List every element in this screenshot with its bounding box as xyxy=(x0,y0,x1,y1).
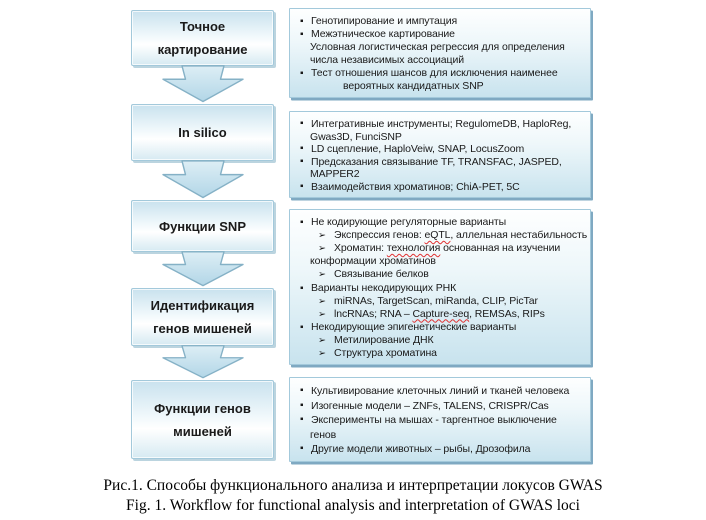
detail-line-text xyxy=(334,242,560,255)
detail-panel-fine-mapping-details xyxy=(289,8,591,98)
square-bullet-icon: ▪ xyxy=(300,143,304,154)
detail-line-text xyxy=(310,428,336,443)
text-segment: , аллельная нестабильность xyxy=(450,229,588,242)
stage-label: Идентификация генов мишеней xyxy=(150,298,255,336)
detail-line xyxy=(290,255,587,268)
detail-line-text xyxy=(334,308,545,321)
detail-line xyxy=(290,156,587,169)
text-segment: Эксперименты на мышах - таргентное выключение xyxy=(311,414,557,427)
text-segment: конформации хроматинов xyxy=(310,255,436,268)
text-segment: основанная на изучении xyxy=(440,242,561,255)
arrowhead-bullet-icon: ➢ xyxy=(318,308,326,320)
square-bullet-icon: ▪ xyxy=(300,443,304,455)
arrowhead-bullet-icon: ➢ xyxy=(318,347,326,359)
stage-label: Функции SNP xyxy=(158,218,246,234)
detail-line xyxy=(290,15,587,28)
text-segment: Gwas3D, FunciSNP xyxy=(310,130,402,143)
text-segment: LD сцепление, HaploVeiw, SNAP, LocusZoom xyxy=(311,143,525,155)
detail-line-text xyxy=(343,80,484,93)
caption-en: Fig. 1. Workflow for functional analysis and interpretation of GWAS loci xyxy=(126,497,580,514)
text-segment: Предсказания связывание TF, TRANSFAC, JASPED, xyxy=(311,155,562,168)
detail-line xyxy=(290,131,587,144)
detail-line xyxy=(290,413,587,428)
text-segment: Условная логистическая регрессия для определения xyxy=(310,41,565,53)
stage-box-target-genes-functions xyxy=(131,380,274,459)
square-bullet-icon: ▪ xyxy=(300,118,304,129)
detail-line xyxy=(290,295,587,308)
text-segment: MAPPER2 xyxy=(310,168,360,180)
detail-line xyxy=(290,428,587,443)
detail-line xyxy=(290,321,587,334)
detail-line-text xyxy=(311,399,549,414)
arrowhead-bullet-icon: ➢ xyxy=(318,334,326,346)
detail-line xyxy=(290,399,587,414)
detail-line xyxy=(290,229,587,242)
text-segment: Интегративные инструменты; RegulomeDB, HaploReg, xyxy=(311,118,572,130)
detail-line xyxy=(290,143,587,156)
text-segment: генов xyxy=(310,428,337,441)
detail-line-text xyxy=(311,67,558,80)
text-segment: Структура хроматина xyxy=(334,346,437,359)
flow-down-arrow-icon xyxy=(153,251,253,287)
text-segment: Некодирующие эпигенетические варианты xyxy=(311,320,517,333)
text-segment: числа независимых ассоциаций xyxy=(310,54,464,66)
detail-line-text xyxy=(310,255,436,268)
detail-line-text xyxy=(334,295,538,308)
detail-line-text xyxy=(311,156,562,169)
detail-line-text xyxy=(310,131,402,144)
text-segment: Тест отношения шансов для исключения наименее xyxy=(311,67,558,79)
stage-box-snp-functions xyxy=(131,200,274,252)
square-bullet-icon: ▪ xyxy=(300,155,304,167)
stage-label: Функции генов мишеней xyxy=(154,400,251,439)
detail-line-text xyxy=(334,268,429,281)
square-bullet-icon: ▪ xyxy=(300,414,304,426)
square-bullet-icon: ▪ xyxy=(300,321,304,333)
text-segment: , REMSAs, RIPs xyxy=(469,307,545,320)
text-segment: Изогенные модели – ZNFs, TALENS, CRISPR/Cas xyxy=(311,399,549,412)
arrowhead-bullet-icon: ➢ xyxy=(318,230,326,242)
detail-line-text xyxy=(311,28,455,41)
text-segment: lncRNAs; RNA – xyxy=(334,307,413,320)
detail-line-text xyxy=(310,168,359,181)
detail-line-text xyxy=(311,321,516,334)
detail-line xyxy=(290,442,587,457)
detail-line-text xyxy=(311,413,557,428)
text-segment: Взаимодействия хроматинов; ChiA-PET, 5C xyxy=(311,180,520,193)
caption-ru: Рис.1. Способы функционального анализа и интерпретации локусов GWAS xyxy=(103,477,603,494)
detail-line-text xyxy=(311,15,457,28)
stage-label: Точное картирование xyxy=(157,19,248,57)
square-bullet-icon: ▪ xyxy=(300,282,304,294)
stage-box-fine-mapping xyxy=(131,10,274,66)
detail-line xyxy=(290,118,587,131)
misspelled-word: Capture-seq xyxy=(412,307,470,320)
detail-line-text xyxy=(310,54,464,67)
detail-line xyxy=(290,54,587,67)
text-segment: Межэтническое картирование xyxy=(311,28,455,40)
text-segment: Экспрессия генов: xyxy=(334,229,425,242)
stage-box-in-silico xyxy=(131,104,274,161)
text-segment: вероятных кандидатных SNP xyxy=(343,80,484,92)
text-segment: Связывание белков xyxy=(334,268,429,281)
misspelled-word: технология xyxy=(386,242,441,255)
text-segment: Другие модели животных – рыбы, Дрозофила xyxy=(311,443,531,456)
stage-label: In silico xyxy=(178,125,227,140)
detail-panel-target-genes-functions-details xyxy=(289,377,591,462)
square-bullet-icon: ▪ xyxy=(300,385,304,396)
figure-caption xyxy=(0,476,706,516)
detail-line xyxy=(290,308,587,321)
detail-line xyxy=(290,168,587,181)
square-bullet-icon: ▪ xyxy=(300,16,304,27)
text-segment: Культивирование клеточных линий и тканей человека xyxy=(311,385,570,397)
detail-line-text xyxy=(311,143,524,156)
arrowhead-bullet-icon: ➢ xyxy=(318,269,326,281)
stage-box-target-genes-identification xyxy=(131,288,274,346)
detail-line xyxy=(290,41,587,54)
detail-panel-snp-functions-details xyxy=(289,209,591,365)
detail-line xyxy=(290,28,587,41)
detail-line xyxy=(290,282,587,295)
square-bullet-icon: ▪ xyxy=(300,29,304,40)
square-bullet-icon: ▪ xyxy=(300,399,304,411)
detail-line-text xyxy=(311,118,571,131)
detail-line-text xyxy=(311,216,506,229)
square-bullet-icon: ▪ xyxy=(300,217,304,228)
detail-line xyxy=(290,384,587,399)
detail-panel-in-silico-details xyxy=(289,111,591,198)
detail-line xyxy=(290,268,587,281)
square-bullet-icon: ▪ xyxy=(300,180,304,192)
detail-line-text xyxy=(311,181,520,194)
text-segment: Хроматин: xyxy=(334,242,387,255)
flow-down-arrow-icon xyxy=(153,160,253,199)
detail-line xyxy=(290,181,587,194)
detail-line xyxy=(290,80,587,93)
text-segment: miRNAs, TargetScan, miRanda, CLIP, PicTar xyxy=(334,294,538,307)
text-segment: Варианты некодирующих РНК xyxy=(311,281,457,294)
detail-line-text xyxy=(334,347,437,360)
detail-line-text xyxy=(334,229,587,242)
text-segment: Генотипирование и импутация xyxy=(311,15,458,27)
square-bullet-icon: ▪ xyxy=(300,68,304,79)
detail-line-text xyxy=(334,334,434,347)
detail-line xyxy=(290,334,587,347)
detail-line-text xyxy=(311,282,456,295)
flow-down-arrow-icon xyxy=(153,345,253,379)
text-segment: Не кодирующие регуляторные варианты xyxy=(311,216,507,228)
text-segment: Метилирование ДНК xyxy=(334,333,434,346)
detail-line xyxy=(290,242,587,255)
detail-line-text xyxy=(311,442,530,457)
detail-line xyxy=(290,67,587,80)
detail-line-text xyxy=(310,41,565,54)
detail-line xyxy=(290,216,587,229)
misspelled-word: eQTL xyxy=(424,229,451,242)
flow-down-arrow-icon xyxy=(153,65,253,103)
detail-line xyxy=(290,347,587,360)
arrowhead-bullet-icon: ➢ xyxy=(318,295,326,307)
detail-line-text xyxy=(311,384,569,399)
arrowhead-bullet-icon: ➢ xyxy=(318,243,326,255)
